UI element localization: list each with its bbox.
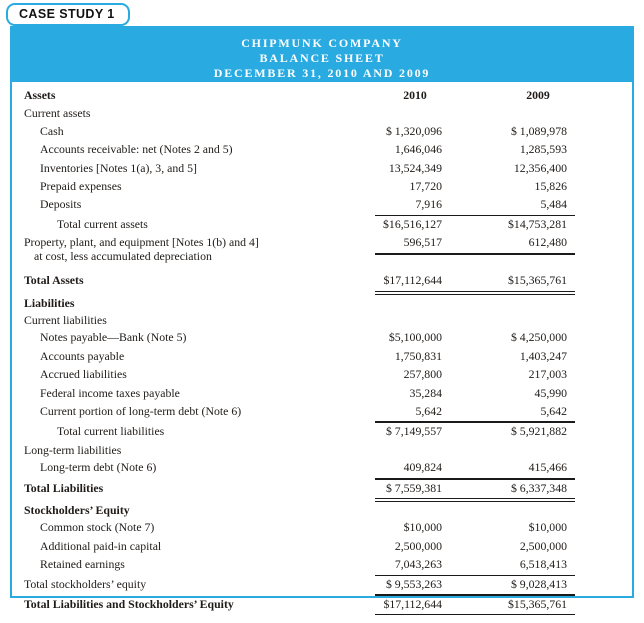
value-2010: 1,646,046 — [394, 142, 442, 157]
amount-columns — [375, 519, 575, 537]
value-2009: 612,480 — [528, 235, 567, 250]
table-row — [24, 459, 575, 479]
amount-columns — [375, 576, 575, 596]
value-2009: $ 6,337,348 — [510, 480, 567, 495]
row-label: Current assets — [24, 106, 91, 121]
value-2009: 1,403,247 — [519, 348, 567, 363]
value-2009: 1,285,593 — [519, 142, 567, 157]
row-label: Long-term liabilities — [24, 442, 122, 457]
row-label: Inventories [Notes 1(a), 3, and 5] — [40, 160, 197, 175]
row-label: Liabilities — [24, 295, 75, 310]
value-2010: 13,524,349 — [388, 160, 442, 175]
value-2010: $17,112,644 — [383, 597, 442, 612]
value-2009: $15,365,761 — [508, 273, 567, 288]
amount-columns — [375, 329, 575, 347]
value-2009: $14,753,281 — [508, 216, 567, 231]
row-label: Current liabilities — [24, 312, 107, 327]
row-label: Additional paid-in capital — [40, 538, 162, 553]
case-study-tab-label: CASE STUDY 1 — [19, 7, 115, 21]
amount-columns — [375, 514, 575, 515]
table-row — [24, 216, 575, 234]
row-label: Current portion of long-term debt (Note 6) — [40, 404, 242, 418]
table-row — [24, 329, 575, 347]
table-row — [24, 141, 575, 159]
amount-columns — [375, 459, 575, 479]
value-2009: 45,990 — [534, 385, 567, 400]
row-label: Total Liabilities — [24, 480, 104, 495]
row-label-line2: at cost, less accumulated depreciation — [34, 248, 212, 263]
table-row — [24, 366, 575, 384]
value-2010: 7,043,263 — [394, 557, 442, 572]
table-row — [24, 196, 575, 215]
row-label: Property, plant, and equipment [Notes 1(b) and 4] at cost, less accumulated depreciation — [24, 234, 375, 263]
table-row — [24, 160, 575, 178]
row-label: Long-term debt (Note 6) — [40, 460, 157, 475]
value-2010: 35,284 — [409, 385, 442, 400]
amount-columns — [375, 480, 575, 502]
row-label: Notes payable—Bank (Note 5) — [40, 330, 187, 345]
table-row — [24, 556, 575, 575]
value-2009: $ 9,028,413 — [510, 576, 567, 591]
row-label: Assets — [24, 88, 56, 102]
amount-columns — [375, 141, 575, 159]
value-2010: 5,642 — [415, 404, 442, 418]
amount-columns — [375, 385, 575, 403]
value-2009: 2,500,000 — [519, 538, 567, 553]
value-2010: 1,750,831 — [394, 348, 442, 363]
value-2010: 596,517 — [403, 235, 442, 250]
amount-columns — [375, 160, 575, 178]
amount-columns — [375, 234, 575, 254]
balance-sheet-panel — [10, 26, 634, 612]
value-2009: $ 1,089,978 — [510, 123, 567, 138]
value-2010: $10,000 — [403, 520, 442, 535]
value-2009: $ 5,921,882 — [510, 424, 567, 439]
row-label: Accounts payable — [40, 348, 125, 363]
amount-columns — [375, 178, 575, 196]
value-2010: $ 9,553,263 — [385, 576, 442, 591]
row-label: Deposits — [40, 197, 82, 212]
value-2009: 6,518,413 — [519, 557, 567, 572]
table-row — [24, 442, 575, 459]
amount-columns — [375, 538, 575, 556]
amount-columns — [375, 454, 575, 455]
value-2010: $17,112,644 — [383, 273, 442, 288]
table-row — [24, 312, 575, 329]
table-row — [24, 502, 575, 519]
value-2010: 409,824 — [403, 460, 442, 475]
statement-rows — [12, 82, 632, 615]
table-row — [24, 576, 575, 596]
row-label: Stockholders’ Equity — [24, 503, 130, 518]
column-header-2009: 2009 — [526, 88, 550, 102]
row-label: Cash — [40, 123, 64, 138]
amount-columns — [375, 366, 575, 384]
table-row — [24, 234, 575, 263]
row-label: Total stockholders’ equity — [24, 576, 147, 591]
statement-title: BALANCE SHEET — [259, 50, 385, 65]
value-2010: $5,100,000 — [388, 330, 442, 345]
table-row — [24, 519, 575, 537]
row-label: Accounts receivable: net (Notes 2 and 5) — [40, 142, 233, 157]
amount-columns — [375, 307, 575, 308]
column-header-row — [24, 87, 575, 105]
amount-columns — [375, 423, 575, 441]
table-row — [24, 272, 575, 294]
amount-columns — [375, 556, 575, 575]
table-row — [24, 295, 575, 312]
value-2010: $ 1,320,096 — [385, 123, 442, 138]
row-label: Common stock (Note 7) — [40, 520, 155, 535]
amount-columns — [375, 87, 575, 105]
row-label: Federal income taxes payable — [40, 385, 180, 400]
table-row — [24, 538, 575, 556]
table-row — [24, 385, 575, 403]
row-label: Retained earnings — [40, 557, 125, 572]
value-2010: $ 7,149,557 — [385, 424, 442, 439]
amount-columns — [375, 403, 575, 423]
company-name: CHIPMUNK COMPANY — [241, 36, 403, 50]
value-2009: 217,003 — [528, 367, 567, 382]
amount-columns — [375, 348, 575, 366]
amount-columns — [375, 596, 575, 615]
statement-header — [12, 28, 632, 82]
row-label: Total current assets — [57, 216, 148, 231]
amount-columns — [375, 216, 575, 234]
row-label: Accrued liabilities — [40, 367, 127, 382]
value-2010: 7,916 — [415, 197, 442, 212]
row-label: Total Liabilities and Stockholders’ Equity — [24, 597, 234, 612]
column-header-2010: 2010 — [403, 88, 427, 102]
table-row — [24, 403, 575, 423]
value-2009: 415,466 — [528, 460, 567, 475]
case-study-tab — [6, 3, 130, 26]
table-row — [24, 596, 575, 615]
value-2010: 2,500,000 — [394, 538, 442, 553]
row-label: Total current liabilities — [57, 424, 165, 439]
amount-columns — [375, 196, 575, 215]
amount-columns — [375, 117, 575, 118]
table-row — [24, 348, 575, 366]
row-label: Prepaid expenses — [40, 179, 122, 194]
amount-columns — [375, 324, 575, 325]
value-2010: $ 7,559,381 — [385, 480, 442, 495]
value-2009: 15,826 — [534, 179, 567, 194]
amount-columns — [375, 272, 575, 294]
amount-columns — [375, 123, 575, 141]
value-2010: $16,516,127 — [383, 216, 442, 231]
table-row — [24, 123, 575, 141]
statement-period: DECEMBER 31, 2010 AND 2009 — [213, 65, 431, 80]
value-2010: 257,800 — [403, 367, 442, 382]
table-row — [24, 423, 575, 441]
value-2009: $10,000 — [528, 520, 567, 535]
value-2009: 12,356,400 — [513, 160, 567, 175]
value-2010: 17,720 — [409, 179, 442, 194]
value-2009: $ 4,250,000 — [510, 330, 567, 345]
value-2009: 5,484 — [540, 197, 567, 212]
table-row — [24, 480, 575, 502]
value-2009: $15,365,761 — [508, 597, 567, 612]
value-2009: 5,642 — [540, 404, 567, 418]
table-row — [24, 178, 575, 196]
table-row — [24, 105, 575, 122]
row-label: Total Assets — [24, 273, 84, 288]
